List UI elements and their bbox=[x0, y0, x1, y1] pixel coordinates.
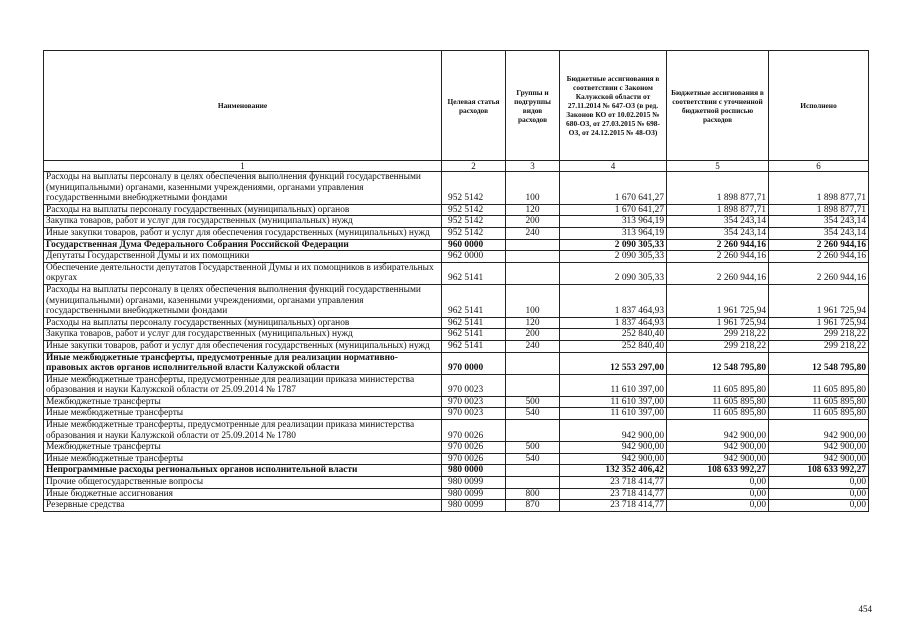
row-expense-group bbox=[506, 239, 560, 251]
row-name: Государственная Дума Федерального Собрания Российской Федерации bbox=[44, 239, 442, 251]
row-refined-amount: 1 961 725,94 bbox=[667, 284, 769, 317]
row-target-article: 962 0000 bbox=[442, 251, 506, 263]
table-row bbox=[44, 204, 869, 216]
row-refined-amount: 1 898 877,71 bbox=[667, 204, 769, 216]
column-number: 6 bbox=[769, 161, 869, 172]
column-number: 4 bbox=[560, 161, 667, 172]
row-name: Межбюджетные трансферты bbox=[44, 442, 442, 454]
row-name: Иные межбюджетные трансферты, предусмотренные для реализации нормативно-правовых актов органов исполнительной власти Калужской области bbox=[44, 352, 442, 374]
table-row bbox=[44, 284, 869, 317]
row-name: Иные закупки товаров, работ и услуг для обеспечения государственных (муниципальных) нужд bbox=[44, 227, 442, 239]
page-number: 454 bbox=[858, 604, 872, 614]
row-expense-group: 800 bbox=[506, 488, 560, 500]
row-expense-group: 540 bbox=[506, 408, 560, 420]
row-approved-amount: 23 718 414,77 bbox=[560, 500, 667, 512]
row-target-article: 970 0026 bbox=[442, 420, 506, 442]
row-name: Расходы на выплаты персоналу в целях обеспечения выполнения функций государственными (муниципальными) органами, казенными учреждениями, органами управления государственными внебюджетными фондами bbox=[44, 172, 442, 205]
row-target-article: 970 0023 bbox=[442, 408, 506, 420]
header-executed: Исполнено bbox=[769, 51, 869, 161]
column-number: 3 bbox=[506, 161, 560, 172]
row-refined-amount: 11 605 895,80 bbox=[667, 396, 769, 408]
table-row bbox=[44, 477, 869, 489]
row-approved-amount: 942 900,00 bbox=[560, 453, 667, 465]
table-row bbox=[44, 453, 869, 465]
table-row bbox=[44, 172, 869, 205]
row-target-article: 970 0026 bbox=[442, 453, 506, 465]
row-name: Непрограммные расходы региональных органов исполнительной власти bbox=[44, 465, 442, 477]
row-name: Иные закупки товаров, работ и услуг для обеспечения государственных (муниципальных) нужд bbox=[44, 340, 442, 352]
table-row bbox=[44, 465, 869, 477]
row-target-article: 970 0026 bbox=[442, 442, 506, 454]
budget-execution-table bbox=[43, 50, 869, 512]
row-name: Иные межбюджетные трансферты, предусмотренные для реализации приказа министерства образования и науки Калужской области от 25.09.2014 № 1787 bbox=[44, 374, 442, 396]
row-refined-amount: 12 548 795,80 bbox=[667, 352, 769, 374]
row-executed-amount: 1 898 877,71 bbox=[769, 204, 869, 216]
row-approved-amount: 2 090 305,33 bbox=[560, 239, 667, 251]
row-executed-amount: 299 218,22 bbox=[769, 340, 869, 352]
row-expense-group bbox=[506, 352, 560, 374]
row-name: Иные межбюджетные трансферты bbox=[44, 453, 442, 465]
row-target-article: 980 0000 bbox=[442, 465, 506, 477]
row-executed-amount: 354 243,14 bbox=[769, 227, 869, 239]
row-expense-group: 540 bbox=[506, 453, 560, 465]
table-row bbox=[44, 216, 869, 228]
row-refined-amount: 299 218,22 bbox=[667, 340, 769, 352]
table-row bbox=[44, 227, 869, 239]
row-refined-amount: 299 218,22 bbox=[667, 329, 769, 341]
column-number: 5 bbox=[667, 161, 769, 172]
row-executed-amount: 942 900,00 bbox=[769, 442, 869, 454]
row-executed-amount: 11 605 895,80 bbox=[769, 374, 869, 396]
row-executed-amount: 942 900,00 bbox=[769, 420, 869, 442]
row-approved-amount: 23 718 414,77 bbox=[560, 488, 667, 500]
row-executed-amount: 1 961 725,94 bbox=[769, 284, 869, 317]
header-approved-allocations: Бюджетные ассигнования в соответствии с Законом Калужской области от 27.11.2014 № 647-ОЗ (в ред. Законов КО от 10.02.2015 № 680-ОЗ, от 27.03.2015 № 698-ОЗ, от 24.12.2015 № 48-ОЗ) bbox=[560, 51, 667, 161]
row-expense-group bbox=[506, 374, 560, 396]
row-name: Иные межбюджетные трансферты bbox=[44, 408, 442, 420]
row-expense-group: 500 bbox=[506, 442, 560, 454]
column-number: 2 bbox=[442, 161, 506, 172]
row-approved-amount: 11 610 397,00 bbox=[560, 408, 667, 420]
row-target-article: 952 5142 bbox=[442, 216, 506, 228]
row-executed-amount: 942 900,00 bbox=[769, 453, 869, 465]
row-refined-amount: 2 260 944,16 bbox=[667, 239, 769, 251]
row-executed-amount: 11 605 895,80 bbox=[769, 396, 869, 408]
table-row bbox=[44, 442, 869, 454]
row-approved-amount: 252 840,40 bbox=[560, 329, 667, 341]
table-row bbox=[44, 500, 869, 512]
row-target-article: 970 0000 bbox=[442, 352, 506, 374]
row-approved-amount: 313 964,19 bbox=[560, 227, 667, 239]
table-row bbox=[44, 251, 869, 263]
column-number: 1 bbox=[44, 161, 442, 172]
row-expense-group: 120 bbox=[506, 317, 560, 329]
row-name: Закупка товаров, работ и услуг для государственных (муниципальных) нужд bbox=[44, 329, 442, 341]
row-target-article: 980 0099 bbox=[442, 477, 506, 489]
row-approved-amount: 1 837 464,93 bbox=[560, 284, 667, 317]
row-expense-group: 200 bbox=[506, 216, 560, 228]
row-refined-amount: 354 243,14 bbox=[667, 227, 769, 239]
table-row bbox=[44, 488, 869, 500]
row-refined-amount: 0,00 bbox=[667, 477, 769, 489]
row-expense-group: 240 bbox=[506, 227, 560, 239]
row-approved-amount: 2 090 305,33 bbox=[560, 262, 667, 284]
row-expense-group: 120 bbox=[506, 204, 560, 216]
row-refined-amount: 1 961 725,94 bbox=[667, 317, 769, 329]
row-refined-amount: 1 898 877,71 bbox=[667, 172, 769, 205]
row-target-article: 962 5141 bbox=[442, 317, 506, 329]
row-target-article: 952 5142 bbox=[442, 204, 506, 216]
row-approved-amount: 1 670 641,27 bbox=[560, 172, 667, 205]
header-refined-allocations: Бюджетные ассигнования в соответствии с уточненной бюджетной росписью расходов bbox=[667, 51, 769, 161]
table-body bbox=[44, 172, 869, 512]
row-refined-amount: 354 243,14 bbox=[667, 216, 769, 228]
header-name: Наименование bbox=[44, 51, 442, 161]
row-approved-amount: 313 964,19 bbox=[560, 216, 667, 228]
row-executed-amount: 2 260 944,16 bbox=[769, 251, 869, 263]
row-expense-group bbox=[506, 420, 560, 442]
row-target-article: 962 5141 bbox=[442, 262, 506, 284]
row-expense-group: 500 bbox=[506, 396, 560, 408]
row-executed-amount: 0,00 bbox=[769, 500, 869, 512]
table-header bbox=[44, 51, 869, 172]
table-row bbox=[44, 340, 869, 352]
row-expense-group bbox=[506, 465, 560, 477]
row-expense-group: 100 bbox=[506, 172, 560, 205]
row-executed-amount: 1 898 877,71 bbox=[769, 172, 869, 205]
row-executed-amount: 0,00 bbox=[769, 477, 869, 489]
row-target-article: 962 5141 bbox=[442, 284, 506, 317]
table-row bbox=[44, 408, 869, 420]
row-name: Иные межбюджетные трансферты, предусмотренные для реализации приказа министерства образования и науки Калужской области от 25.09.2014 № 1780 bbox=[44, 420, 442, 442]
row-name: Обеспечение деятельности депутатов Государственной Думы и их помощников в избирательных округах bbox=[44, 262, 442, 284]
row-target-article: 980 0099 bbox=[442, 488, 506, 500]
row-expense-group: 100 bbox=[506, 284, 560, 317]
row-name: Резервные средства bbox=[44, 500, 442, 512]
row-expense-group bbox=[506, 477, 560, 489]
row-target-article: 980 0099 bbox=[442, 500, 506, 512]
table-row bbox=[44, 352, 869, 374]
row-name: Закупка товаров, работ и услуг для государственных (муниципальных) нужд bbox=[44, 216, 442, 228]
row-expense-group: 200 bbox=[506, 329, 560, 341]
header-target-article: Целевая статья расходов bbox=[442, 51, 506, 161]
row-refined-amount: 942 900,00 bbox=[667, 420, 769, 442]
row-executed-amount: 354 243,14 bbox=[769, 216, 869, 228]
table-row bbox=[44, 317, 869, 329]
row-approved-amount: 11 610 397,00 bbox=[560, 396, 667, 408]
row-approved-amount: 1 670 641,27 bbox=[560, 204, 667, 216]
row-approved-amount: 132 352 406,42 bbox=[560, 465, 667, 477]
row-name: Иные бюджетные ассигнования bbox=[44, 488, 442, 500]
row-executed-amount: 11 605 895,80 bbox=[769, 408, 869, 420]
row-executed-amount: 0,00 bbox=[769, 488, 869, 500]
row-executed-amount: 2 260 944,16 bbox=[769, 239, 869, 251]
row-name: Межбюджетные трансферты bbox=[44, 396, 442, 408]
row-refined-amount: 0,00 bbox=[667, 500, 769, 512]
row-name: Депутаты Государственной Думы и их помощники bbox=[44, 251, 442, 263]
row-refined-amount: 0,00 bbox=[667, 488, 769, 500]
row-approved-amount: 12 553 297,00 bbox=[560, 352, 667, 374]
row-refined-amount: 2 260 944,16 bbox=[667, 251, 769, 263]
row-name: Расходы на выплаты персоналу государственных (муниципальных) органов bbox=[44, 317, 442, 329]
table-row bbox=[44, 262, 869, 284]
row-name: Прочие общегосударственные вопросы bbox=[44, 477, 442, 489]
table-row bbox=[44, 374, 869, 396]
row-target-article: 960 0000 bbox=[442, 239, 506, 251]
row-executed-amount: 2 260 944,16 bbox=[769, 262, 869, 284]
row-name: Расходы на выплаты персоналу государственных (муниципальных) органов bbox=[44, 204, 442, 216]
row-target-article: 962 5141 bbox=[442, 340, 506, 352]
row-target-article: 952 5142 bbox=[442, 227, 506, 239]
row-approved-amount: 1 837 464,93 bbox=[560, 317, 667, 329]
row-refined-amount: 11 605 895,80 bbox=[667, 374, 769, 396]
row-name: Расходы на выплаты персоналу в целях обеспечения выполнения функций государственными (муниципальными) органами, казенными учреждениями, органами управления государственными внебюджетными фондами bbox=[44, 284, 442, 317]
table-row bbox=[44, 239, 869, 251]
table-row bbox=[44, 396, 869, 408]
row-approved-amount: 942 900,00 bbox=[560, 420, 667, 442]
row-expense-group: 870 bbox=[506, 500, 560, 512]
row-target-article: 962 5141 bbox=[442, 329, 506, 341]
row-approved-amount: 252 840,40 bbox=[560, 340, 667, 352]
row-executed-amount: 108 633 992,27 bbox=[769, 465, 869, 477]
row-executed-amount: 12 548 795,80 bbox=[769, 352, 869, 374]
row-refined-amount: 108 633 992,27 bbox=[667, 465, 769, 477]
row-executed-amount: 1 961 725,94 bbox=[769, 317, 869, 329]
row-expense-group: 240 bbox=[506, 340, 560, 352]
row-target-article: 952 5142 bbox=[442, 172, 506, 205]
row-expense-group bbox=[506, 262, 560, 284]
row-approved-amount: 942 900,00 bbox=[560, 442, 667, 454]
column-number-row bbox=[44, 161, 869, 172]
row-refined-amount: 942 900,00 bbox=[667, 442, 769, 454]
table-row bbox=[44, 329, 869, 341]
row-approved-amount: 23 718 414,77 bbox=[560, 477, 667, 489]
row-approved-amount: 11 610 397,00 bbox=[560, 374, 667, 396]
row-refined-amount: 2 260 944,16 bbox=[667, 262, 769, 284]
row-refined-amount: 942 900,00 bbox=[667, 453, 769, 465]
table-row bbox=[44, 420, 869, 442]
row-target-article: 970 0023 bbox=[442, 396, 506, 408]
row-refined-amount: 11 605 895,80 bbox=[667, 408, 769, 420]
header-expense-groups: Группы и подгруппы видов расходов bbox=[506, 51, 560, 161]
row-expense-group bbox=[506, 251, 560, 263]
row-target-article: 970 0023 bbox=[442, 374, 506, 396]
row-executed-amount: 299 218,22 bbox=[769, 329, 869, 341]
row-approved-amount: 2 090 305,33 bbox=[560, 251, 667, 263]
